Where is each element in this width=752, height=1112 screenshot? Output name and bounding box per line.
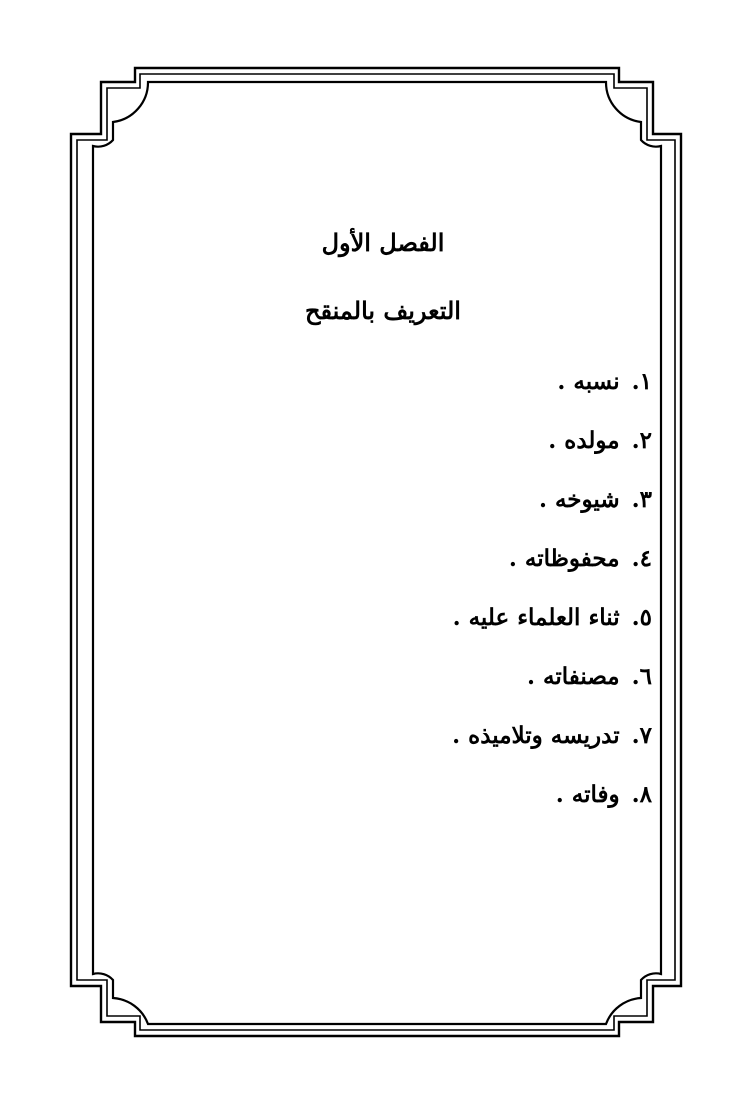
toc-item-number: ٨. <box>631 781 652 808</box>
toc-item <box>452 775 652 834</box>
toc-item <box>452 539 652 598</box>
toc-item-number: ٧. <box>631 722 652 749</box>
toc-item-label: مصنفاته . <box>527 663 620 690</box>
toc-item-label: مولده . <box>548 427 620 454</box>
toc-item-label: تدريسه وتلاميذه . <box>452 722 620 749</box>
toc-item-label: شيوخه . <box>538 486 620 513</box>
toc-item <box>452 362 652 421</box>
toc-item-label: نسبه . <box>557 368 620 395</box>
toc-item-label: وفاته . <box>555 781 620 808</box>
section-title: التعريف بالمنقح <box>305 296 461 325</box>
toc-item-label: ثناء العلماء عليه . <box>452 604 620 631</box>
toc-item-number: ٢. <box>631 427 652 454</box>
toc-item <box>452 421 652 480</box>
toc-item-number: ٦. <box>631 663 652 690</box>
toc-item <box>452 598 652 657</box>
toc-item-number: ٤. <box>631 545 652 572</box>
toc-item <box>452 480 652 539</box>
toc-item-number: ١. <box>631 368 652 395</box>
chapter-title: الفصل الأول <box>321 228 445 257</box>
toc-list <box>452 362 652 834</box>
toc-item-number: ٥. <box>631 604 652 631</box>
toc-item <box>452 657 652 716</box>
toc-item-label: محفوظاته . <box>508 545 620 572</box>
toc-item <box>452 716 652 775</box>
toc-item-number: ٣. <box>631 486 652 513</box>
